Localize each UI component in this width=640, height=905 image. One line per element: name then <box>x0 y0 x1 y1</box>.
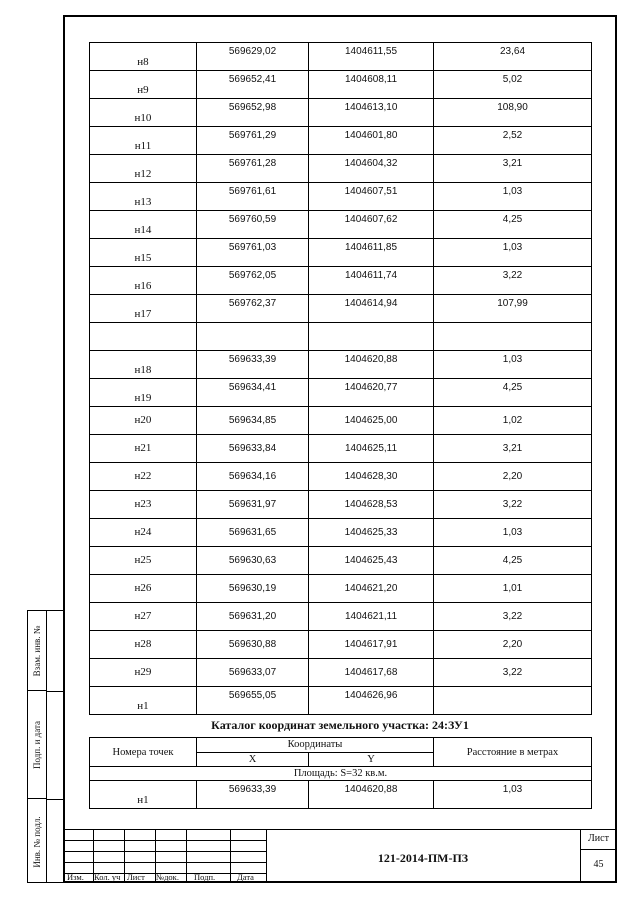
sheet-label: Лист <box>588 833 609 844</box>
point-cell: н26 <box>90 575 197 603</box>
table-row <box>90 43 592 71</box>
stamp-podp: Подп. <box>194 872 216 882</box>
point-cell: н22 <box>90 463 197 491</box>
y-cell: 1404620,88 <box>309 781 434 809</box>
stamp-line <box>63 829 617 830</box>
dist-cell: 5,02 <box>434 71 592 99</box>
point-cell: н29 <box>90 659 197 687</box>
x-cell: 569633,07 <box>197 659 309 687</box>
x-cell: 569762,05 <box>197 267 309 295</box>
x-cell: 569631,65 <box>197 519 309 547</box>
title-block <box>63 829 617 883</box>
y-cell: 1404625,00 <box>309 407 434 435</box>
y-cell: 1404607,51 <box>309 183 434 211</box>
y-cell: 1404625,43 <box>309 547 434 575</box>
side-cell-inv <box>28 799 46 884</box>
x-cell: 569630,19 <box>197 575 309 603</box>
point-cell: н12 <box>90 155 197 183</box>
side-label-inv: Инв. № подл. <box>32 815 42 868</box>
stamp-data: Дата <box>237 872 254 882</box>
point-cell: н1 <box>90 781 197 809</box>
y-cell: 1404628,53 <box>309 491 434 519</box>
dist-cell: 2,20 <box>434 463 592 491</box>
point-cell: н19 <box>90 379 197 407</box>
dist-cell: 3,22 <box>434 267 592 295</box>
table-row <box>90 155 592 183</box>
point-cell: н28 <box>90 631 197 659</box>
empty-row <box>90 323 592 351</box>
sheet-number: 45 <box>593 859 604 870</box>
catalog-title: Каталог координат земельного участка: 24:ЗУ1 <box>211 718 469 732</box>
dist-cell: 1,03 <box>434 781 592 809</box>
y-cell: 1404601,80 <box>309 127 434 155</box>
table-row <box>90 407 592 435</box>
point-cell: н8 <box>90 43 197 71</box>
dist-cell: 3,21 <box>434 155 592 183</box>
side-divider <box>46 611 47 882</box>
header-dist: Расстояние в метрах <box>434 738 592 767</box>
y-cell: 1404620,77 <box>309 379 434 407</box>
y-cell: 1404611,85 <box>309 239 434 267</box>
x-cell: 569633,39 <box>197 351 309 379</box>
table-row <box>90 575 592 603</box>
y-cell: 1404621,11 <box>309 603 434 631</box>
y-cell: 1404611,74 <box>309 267 434 295</box>
y-cell: 1404608,11 <box>309 71 434 99</box>
dist-cell: 2,20 <box>434 631 592 659</box>
point-cell: н11 <box>90 127 197 155</box>
y-cell: 1404621,20 <box>309 575 434 603</box>
point-cell: н14 <box>90 211 197 239</box>
catalog-data-table <box>89 780 592 809</box>
x-cell: 569761,29 <box>197 127 309 155</box>
x-cell: 569761,61 <box>197 183 309 211</box>
x-cell: 569760,59 <box>197 211 309 239</box>
dist-cell <box>434 687 592 715</box>
dist-cell: 4,25 <box>434 547 592 575</box>
point-cell: н24 <box>90 519 197 547</box>
point-cell: н23 <box>90 491 197 519</box>
dist-cell: 4,25 <box>434 379 592 407</box>
table-row <box>90 127 592 155</box>
table-row <box>90 99 592 127</box>
y-cell: 1404607,62 <box>309 211 434 239</box>
table-row <box>90 183 592 211</box>
y-cell: 1404625,33 <box>309 519 434 547</box>
point-cell: н27 <box>90 603 197 631</box>
x-cell: 569631,97 <box>197 491 309 519</box>
point-cell: н16 <box>90 267 197 295</box>
x-cell: 569629,02 <box>197 43 309 71</box>
table-row <box>90 351 592 379</box>
dist-cell: 1,03 <box>434 239 592 267</box>
x-cell: 569761,28 <box>197 155 309 183</box>
dist-cell: 1,01 <box>434 575 592 603</box>
stamp-ndok: №док. <box>156 872 179 882</box>
table-row <box>90 239 592 267</box>
y-cell: 1404611,55 <box>309 43 434 71</box>
table-row <box>90 547 592 575</box>
x-cell: 569634,85 <box>197 407 309 435</box>
point-cell: н17 <box>90 295 197 323</box>
area-row: Площадь: S=32 кв.м. <box>90 767 592 781</box>
side-strip <box>27 610 64 883</box>
side-cell-vzam <box>28 611 46 691</box>
side-label-podp: Подп. и дата <box>32 720 42 769</box>
y-cell: 1404614,94 <box>309 295 434 323</box>
side-label-vzam: Взам. инв. № <box>32 625 42 676</box>
x-cell: 569633,84 <box>197 435 309 463</box>
side-hline <box>46 691 65 692</box>
y-cell: 1404625,11 <box>309 435 434 463</box>
table-row <box>90 267 592 295</box>
table-row <box>90 295 592 323</box>
side-cell-podp <box>28 691 46 799</box>
dist-cell: 3,22 <box>434 659 592 687</box>
document-code: 121-2014-ПМ-ПЗ <box>377 851 469 865</box>
stamp-izm: Изм. <box>67 872 84 882</box>
table-row <box>90 603 592 631</box>
dist-cell: 1,03 <box>434 183 592 211</box>
table-row <box>90 491 592 519</box>
table-row <box>90 379 592 407</box>
point-cell: н20 <box>90 407 197 435</box>
x-cell: 569634,16 <box>197 463 309 491</box>
x-cell: 569655,05 <box>197 687 309 715</box>
stamp-list: Лист <box>127 872 145 882</box>
table-row <box>90 211 592 239</box>
stamp-line <box>230 829 231 883</box>
dist-cell: 2,52 <box>434 127 592 155</box>
table-row <box>90 659 592 687</box>
stamp-line <box>124 829 125 883</box>
table-row <box>90 463 592 491</box>
dist-cell: 4,25 <box>434 211 592 239</box>
table-row <box>90 631 592 659</box>
x-cell: 569652,41 <box>197 71 309 99</box>
dist-cell: 1,03 <box>434 351 592 379</box>
side-hline <box>46 799 65 800</box>
point-cell: н21 <box>90 435 197 463</box>
y-cell: 1404626,96 <box>309 687 434 715</box>
point-cell: н1 <box>90 687 197 715</box>
header-y: Y <box>309 752 434 767</box>
y-cell: 1404613,10 <box>309 99 434 127</box>
x-cell: 569634,41 <box>197 379 309 407</box>
point-cell: н9 <box>90 71 197 99</box>
stamp-kol: Кол. уч <box>94 872 121 882</box>
dist-cell: 107,99 <box>434 295 592 323</box>
y-cell: 1404617,68 <box>309 659 434 687</box>
dist-cell: 1,02 <box>434 407 592 435</box>
point-cell: н25 <box>90 547 197 575</box>
x-cell: 569762,37 <box>197 295 309 323</box>
stamp-line <box>186 829 187 883</box>
y-cell: 1404604,32 <box>309 155 434 183</box>
dist-cell: 23,64 <box>434 43 592 71</box>
x-cell: 569652,98 <box>197 99 309 127</box>
table-row <box>90 71 592 99</box>
x-cell: 569631,20 <box>197 603 309 631</box>
y-cell: 1404617,91 <box>309 631 434 659</box>
dist-cell: 3,22 <box>434 491 592 519</box>
header-points: Номера точек <box>90 738 197 767</box>
y-cell: 1404620,88 <box>309 351 434 379</box>
x-cell: 569630,63 <box>197 547 309 575</box>
header-coords: Координаты <box>197 738 434 753</box>
coords-table-top <box>89 42 592 323</box>
stamp-line <box>580 849 617 850</box>
coords-table-bottom <box>89 350 592 715</box>
x-cell: 569761,03 <box>197 239 309 267</box>
point-cell: н18 <box>90 351 197 379</box>
dist-cell: 108,90 <box>434 99 592 127</box>
coords-table-gap <box>89 322 592 351</box>
dist-cell: 1,03 <box>434 519 592 547</box>
point-cell: н10 <box>90 99 197 127</box>
dist-cell: 3,22 <box>434 603 592 631</box>
header-x: X <box>197 752 309 767</box>
x-cell: 569633,39 <box>197 781 309 809</box>
table-row <box>90 519 592 547</box>
table-row <box>90 435 592 463</box>
dist-cell: 3,21 <box>434 435 592 463</box>
point-cell: н15 <box>90 239 197 267</box>
x-cell: 569630,88 <box>197 631 309 659</box>
table-row <box>90 781 592 809</box>
point-cell: н13 <box>90 183 197 211</box>
y-cell: 1404628,30 <box>309 463 434 491</box>
table-row <box>90 687 592 715</box>
catalog-header-table <box>89 737 592 781</box>
